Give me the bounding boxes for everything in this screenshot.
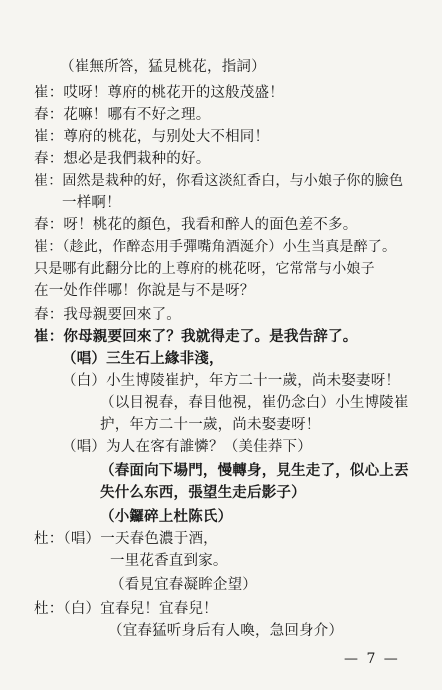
stage-direction: （看見宜春凝眸企望） [110, 577, 257, 593]
dialogue-line: 崔：你母親要回來了？我就得走了。是我告辞了。 [34, 328, 358, 345]
dialogue-line: 崔：（趁此，作醉态用手彈嘴角酒涎介）小生当真是醉了。 [34, 239, 397, 255]
sung-line: （唱）三生石上緣非淺， [62, 350, 224, 367]
dialogue-line: 崔：尊府的桃花，与别处大不相同！ [34, 129, 270, 145]
stage-direction: （小鑼碎上杜陈氏） [100, 508, 233, 525]
stage-direction: （宜春猛听身后有人喚，急回身介） [108, 623, 344, 639]
stage-direction: （崔無所答，猛見桃花，指詞） [60, 59, 266, 75]
dialogue-line: 春：想必是我們栽种的好。 [34, 151, 211, 167]
stage-direction: 护，年方二十一歲，尚未娶妻呀！ [100, 417, 321, 433]
dialogue-line: 崔：固然是栽种的好，你看这淡紅香白，与小娘子你的臉色 [34, 173, 404, 189]
dialogue-continuation: 只是哪有此翻分比的上尊府的桃花呀，它常常与小娘子 [34, 261, 375, 277]
stage-direction: 失什么东西，張望生走后影子） [100, 484, 306, 501]
dialogue-line: 崔：哎呀！尊府的桃花开的这般茂盛！ [34, 85, 284, 101]
dialogue-line: 春：我母親要回來了。 [34, 307, 181, 323]
dialogue-continuation: 在一处作伴哪！你說是与不是呀？ [34, 283, 255, 299]
page-number: — 7 — [344, 651, 400, 667]
stage-direction: （春面向下場門，慢轉身，見生走了，似心上丟 [100, 462, 409, 479]
dialogue-line: 春：花嘛！哪有不好之理。 [34, 107, 211, 123]
sung-line: 一里花香直到家。 [110, 553, 228, 569]
dialogue-continuation: 一样啊！ [62, 195, 121, 211]
sung-line: （唱）为人在客有誰憐？（美佳莽下） [62, 439, 312, 455]
dialogue-line: 杜：（白）宜春兒！宜春兒！ [34, 601, 218, 617]
dialogue-line: 杜：（唱）一天春色濃于酒， [34, 531, 218, 547]
dialogue-line: 春：呀！桃花的顏色，我看和醉人的面色差不多。 [34, 217, 358, 233]
spoken-line: （白）小生博陵崔护，年方二十一歲，尚未娶妻呀！ [62, 373, 401, 389]
stage-direction: （以目視春，春目他視，崔仍念白）小生博陵崔 [100, 395, 409, 411]
